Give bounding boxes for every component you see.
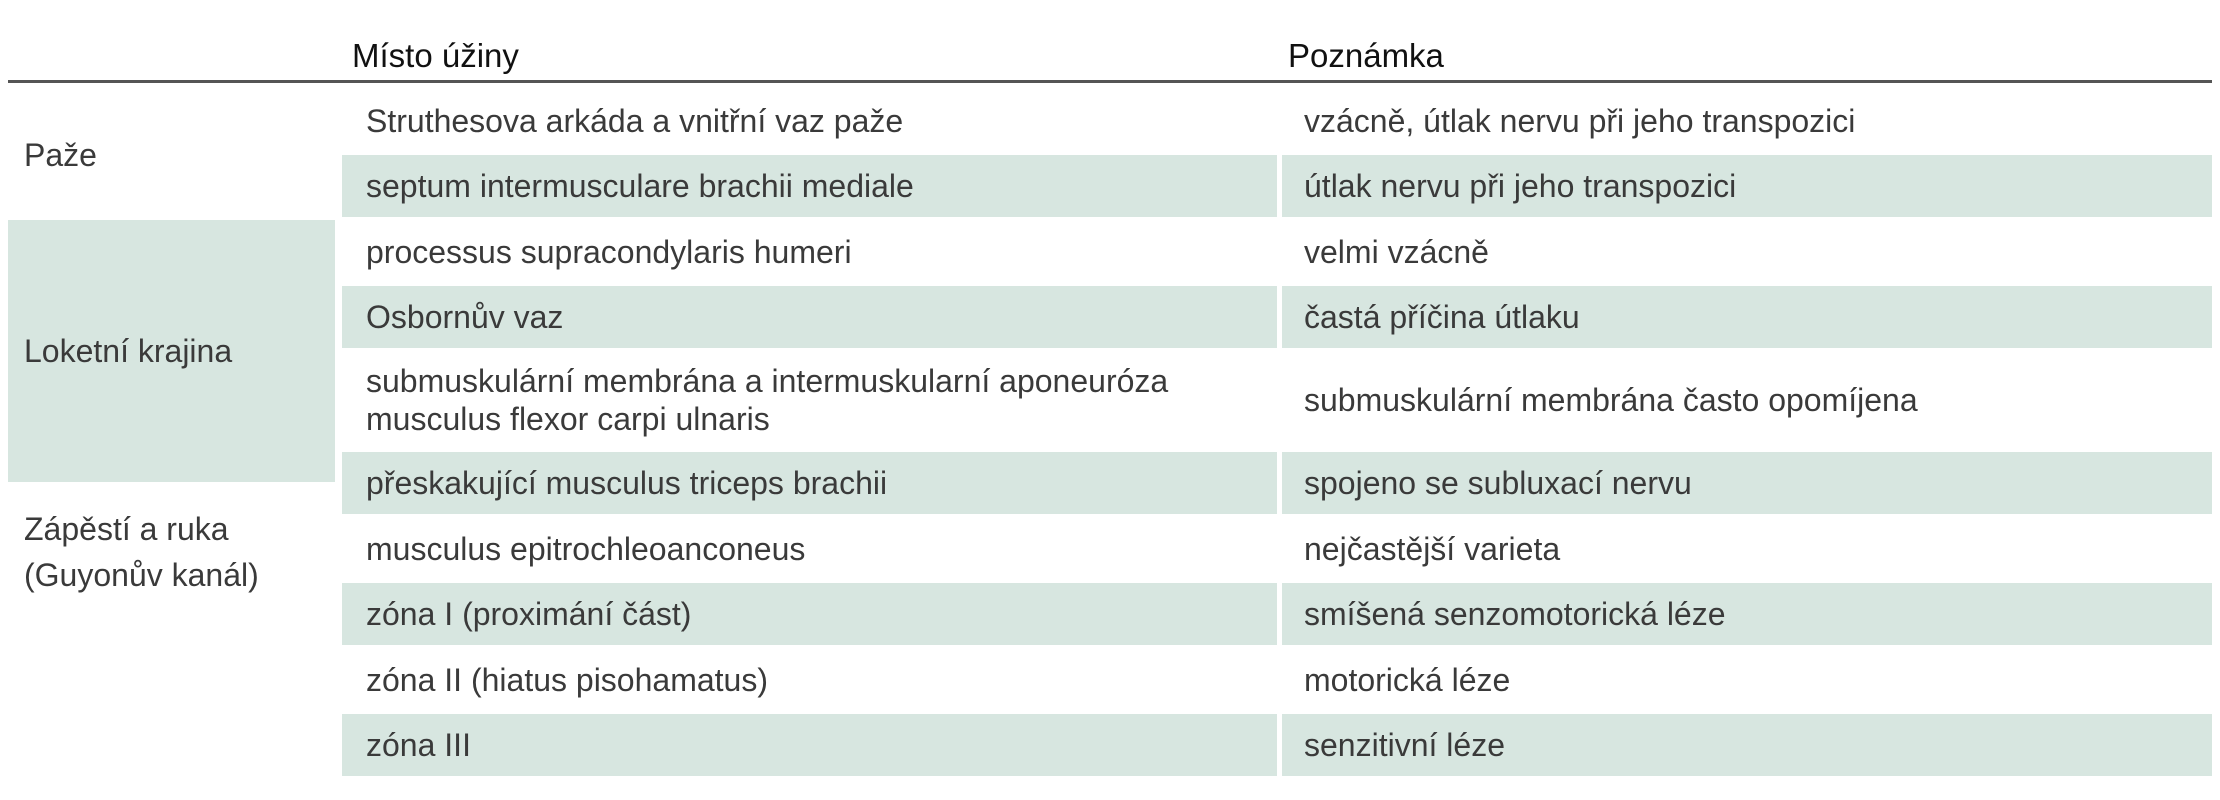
table-row	[342, 155, 2212, 217]
place-cell: zóna II (hiatus pisohamatus)	[366, 661, 768, 698]
table-row	[342, 220, 2212, 283]
place-cell: submuskulární membrána a intermuskularní aponeuróza musculus flexor carpi ulnaris	[366, 363, 1169, 437]
table-row	[342, 89, 2212, 152]
note-cell: senzitivní léze	[1282, 714, 2212, 776]
place-cell: processus supracondylaris humeri	[366, 233, 852, 270]
entrapment-sites-table	[8, 32, 2212, 763]
note-cell: motorická léze	[1304, 661, 1511, 698]
header-note: Poznámka	[1288, 37, 1444, 74]
place-cell: přeskakující musculus triceps brachii	[342, 452, 1277, 514]
table-row	[342, 648, 2212, 711]
group-cell-elbow	[8, 220, 335, 482]
group-cell-arm	[8, 89, 335, 220]
table-row	[342, 517, 2212, 580]
group-cell-wrist	[8, 482, 318, 621]
place-cell: septum intermusculare brachii mediale	[342, 155, 1277, 217]
table-row	[342, 286, 2212, 348]
group-label-arm: Paže	[24, 136, 97, 173]
place-cell: Osbornův vaz	[342, 286, 1277, 348]
group-label-wrist: Zápěstí a ruka (Guyonův kanál)	[24, 510, 259, 593]
group-label-elbow: Loketní krajina	[24, 333, 233, 369]
note-cell: vzácně, útlak nervu při jeho transpozici	[1304, 102, 1856, 139]
table-row	[342, 714, 2212, 776]
place-cell: Struthesova arkáda a vnitřní vaz paže	[366, 102, 904, 139]
place-cell: zóna III	[342, 714, 1277, 776]
note-cell: nejčastější varieta	[1304, 530, 1561, 567]
note-cell: útlak nervu při jeho transpozici	[1282, 155, 2212, 217]
table-header	[8, 32, 2212, 83]
table-row	[342, 583, 2212, 645]
table-row	[342, 452, 2212, 514]
header-place: Místo úžiny	[352, 37, 519, 74]
place-cell: zóna I (proximání část)	[342, 583, 1277, 645]
place-cell: musculus epitrochleoanconeus	[366, 530, 806, 567]
note-cell: spojeno se subluxací nervu	[1282, 452, 2212, 514]
note-cell: velmi vzácně	[1304, 233, 1489, 270]
note-cell: smíšená senzomotorická léze	[1282, 583, 2212, 645]
note-cell: submuskulární membrána často opomíjena	[1304, 382, 1918, 418]
table-row	[342, 351, 2212, 449]
note-cell: častá příčina útlaku	[1282, 286, 2212, 348]
